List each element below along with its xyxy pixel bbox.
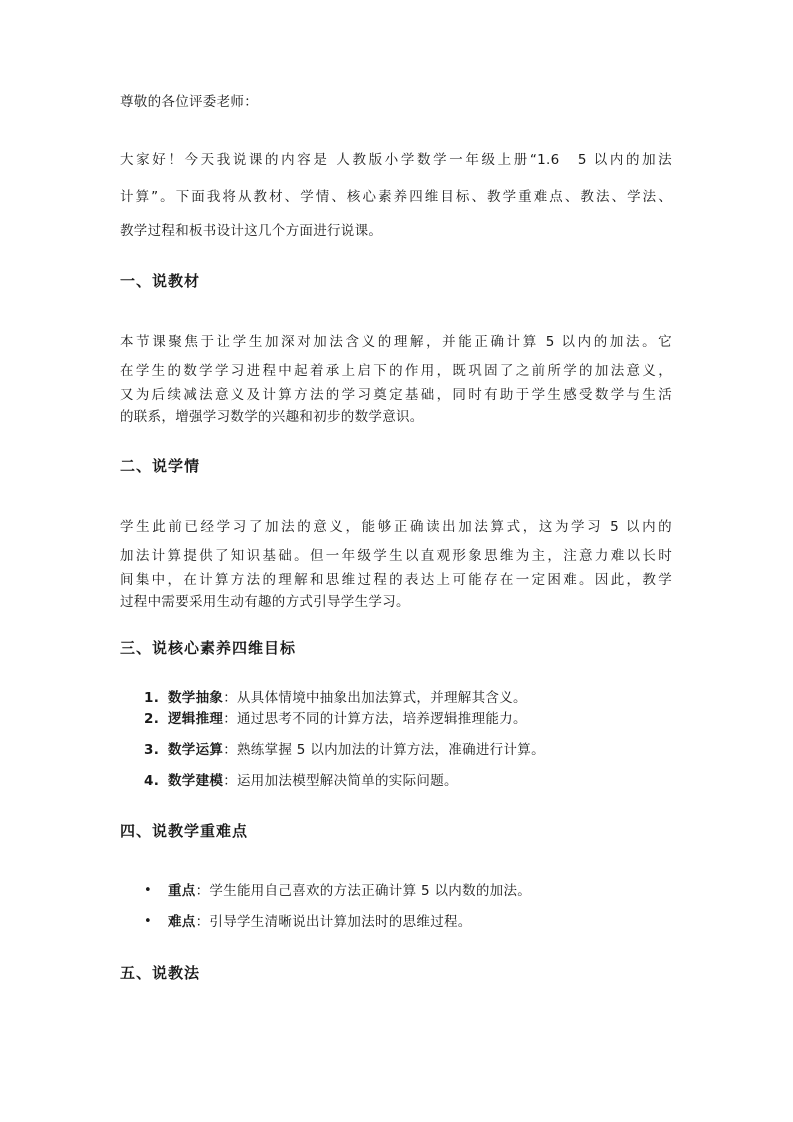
materials-line-4: 的联系，增强学习数学的兴趣和初步的数学意识。: [120, 409, 424, 425]
goal-number: 1.: [144, 690, 160, 706]
intro-line-1: 大家好！今天我说课的内容是 人教版小学数学一年级上册“1.6 5 以内的加法: [120, 152, 672, 168]
bullet-icon: •: [144, 914, 152, 929]
materials-line-2: 在学生的数学学习进程中起着承上启下的作用，既巩固了之前所学的加法意义，: [120, 363, 672, 379]
students-line-4: 过程中需要采用生动有趣的方式引导学生学习。: [120, 594, 410, 610]
key-point-term: 难点: [168, 914, 196, 930]
students-line-1: 学生此前已经学习了加法的意义，能够正确读出加法算式，这为学习 5 以内的: [120, 519, 672, 535]
students-line-3: 间集中，在计算方法的理解和思维过程的表达上可能存在一定困难。因此，教学: [120, 572, 672, 588]
key-point-text: ：学生能用自己喜欢的方法正确计算 5 以内数的加法。: [195, 883, 532, 899]
goal-term: 数学运算: [168, 742, 224, 758]
goal-term: 数学抽象: [168, 690, 224, 706]
goal-number: 2.: [144, 711, 160, 727]
bullet-icon: •: [144, 883, 152, 898]
key-point-text: ：引导学生清晰说出计算加法时的思维过程。: [195, 914, 472, 930]
goal-text: ：从具体情境中抽象出加法算式，并理解其含义。: [223, 690, 527, 706]
goal-text: ：通过思考不同的计算方法，培养逻辑推理能力。: [223, 711, 527, 727]
section-heading-goals: 三、说核心素养四维目标: [120, 639, 297, 657]
goal-term: 逻辑推理: [168, 711, 224, 727]
materials-line-3: 又为后续减法意义及计算方法的学习奠定基础，同时有助于学生感受数学与生活: [120, 387, 672, 403]
intro-line-2: 计算”。下面我将从教材、学情、核心素养四维目标、教学重难点、教法、学法、: [120, 189, 672, 205]
goal-text: ：熟练掌握 5 以内加法的计算方法，准确进行计算。: [223, 742, 545, 758]
greeting: 尊敬的各位评委老师：: [120, 94, 258, 110]
goal-number: 3.: [144, 742, 160, 758]
key-point-term: 重点: [168, 883, 196, 899]
materials-line-1: 本节课聚焦于让学生加深对加法含义的理解，并能正确计算 5 以内的加法。它: [120, 334, 672, 350]
intro-line-3: 教学过程和板书设计这几个方面进行说课。: [120, 223, 383, 239]
section-heading-materials: 一、说教材: [120, 272, 201, 290]
goal-text: ：运用加法模型解决简单的实际问题。: [223, 773, 458, 789]
goal-term: 数学建模: [168, 773, 224, 789]
section-heading-teaching-methods: 五、说教法: [120, 964, 201, 982]
section-heading-key-points: 四、说教学重难点: [120, 822, 249, 840]
section-heading-students: 二、说学情: [120, 457, 201, 475]
goal-number: 4.: [144, 773, 160, 789]
students-line-2: 加法计算提供了知识基础。但一年级学生以直观形象思维为主，注意力难以长时: [120, 548, 672, 564]
